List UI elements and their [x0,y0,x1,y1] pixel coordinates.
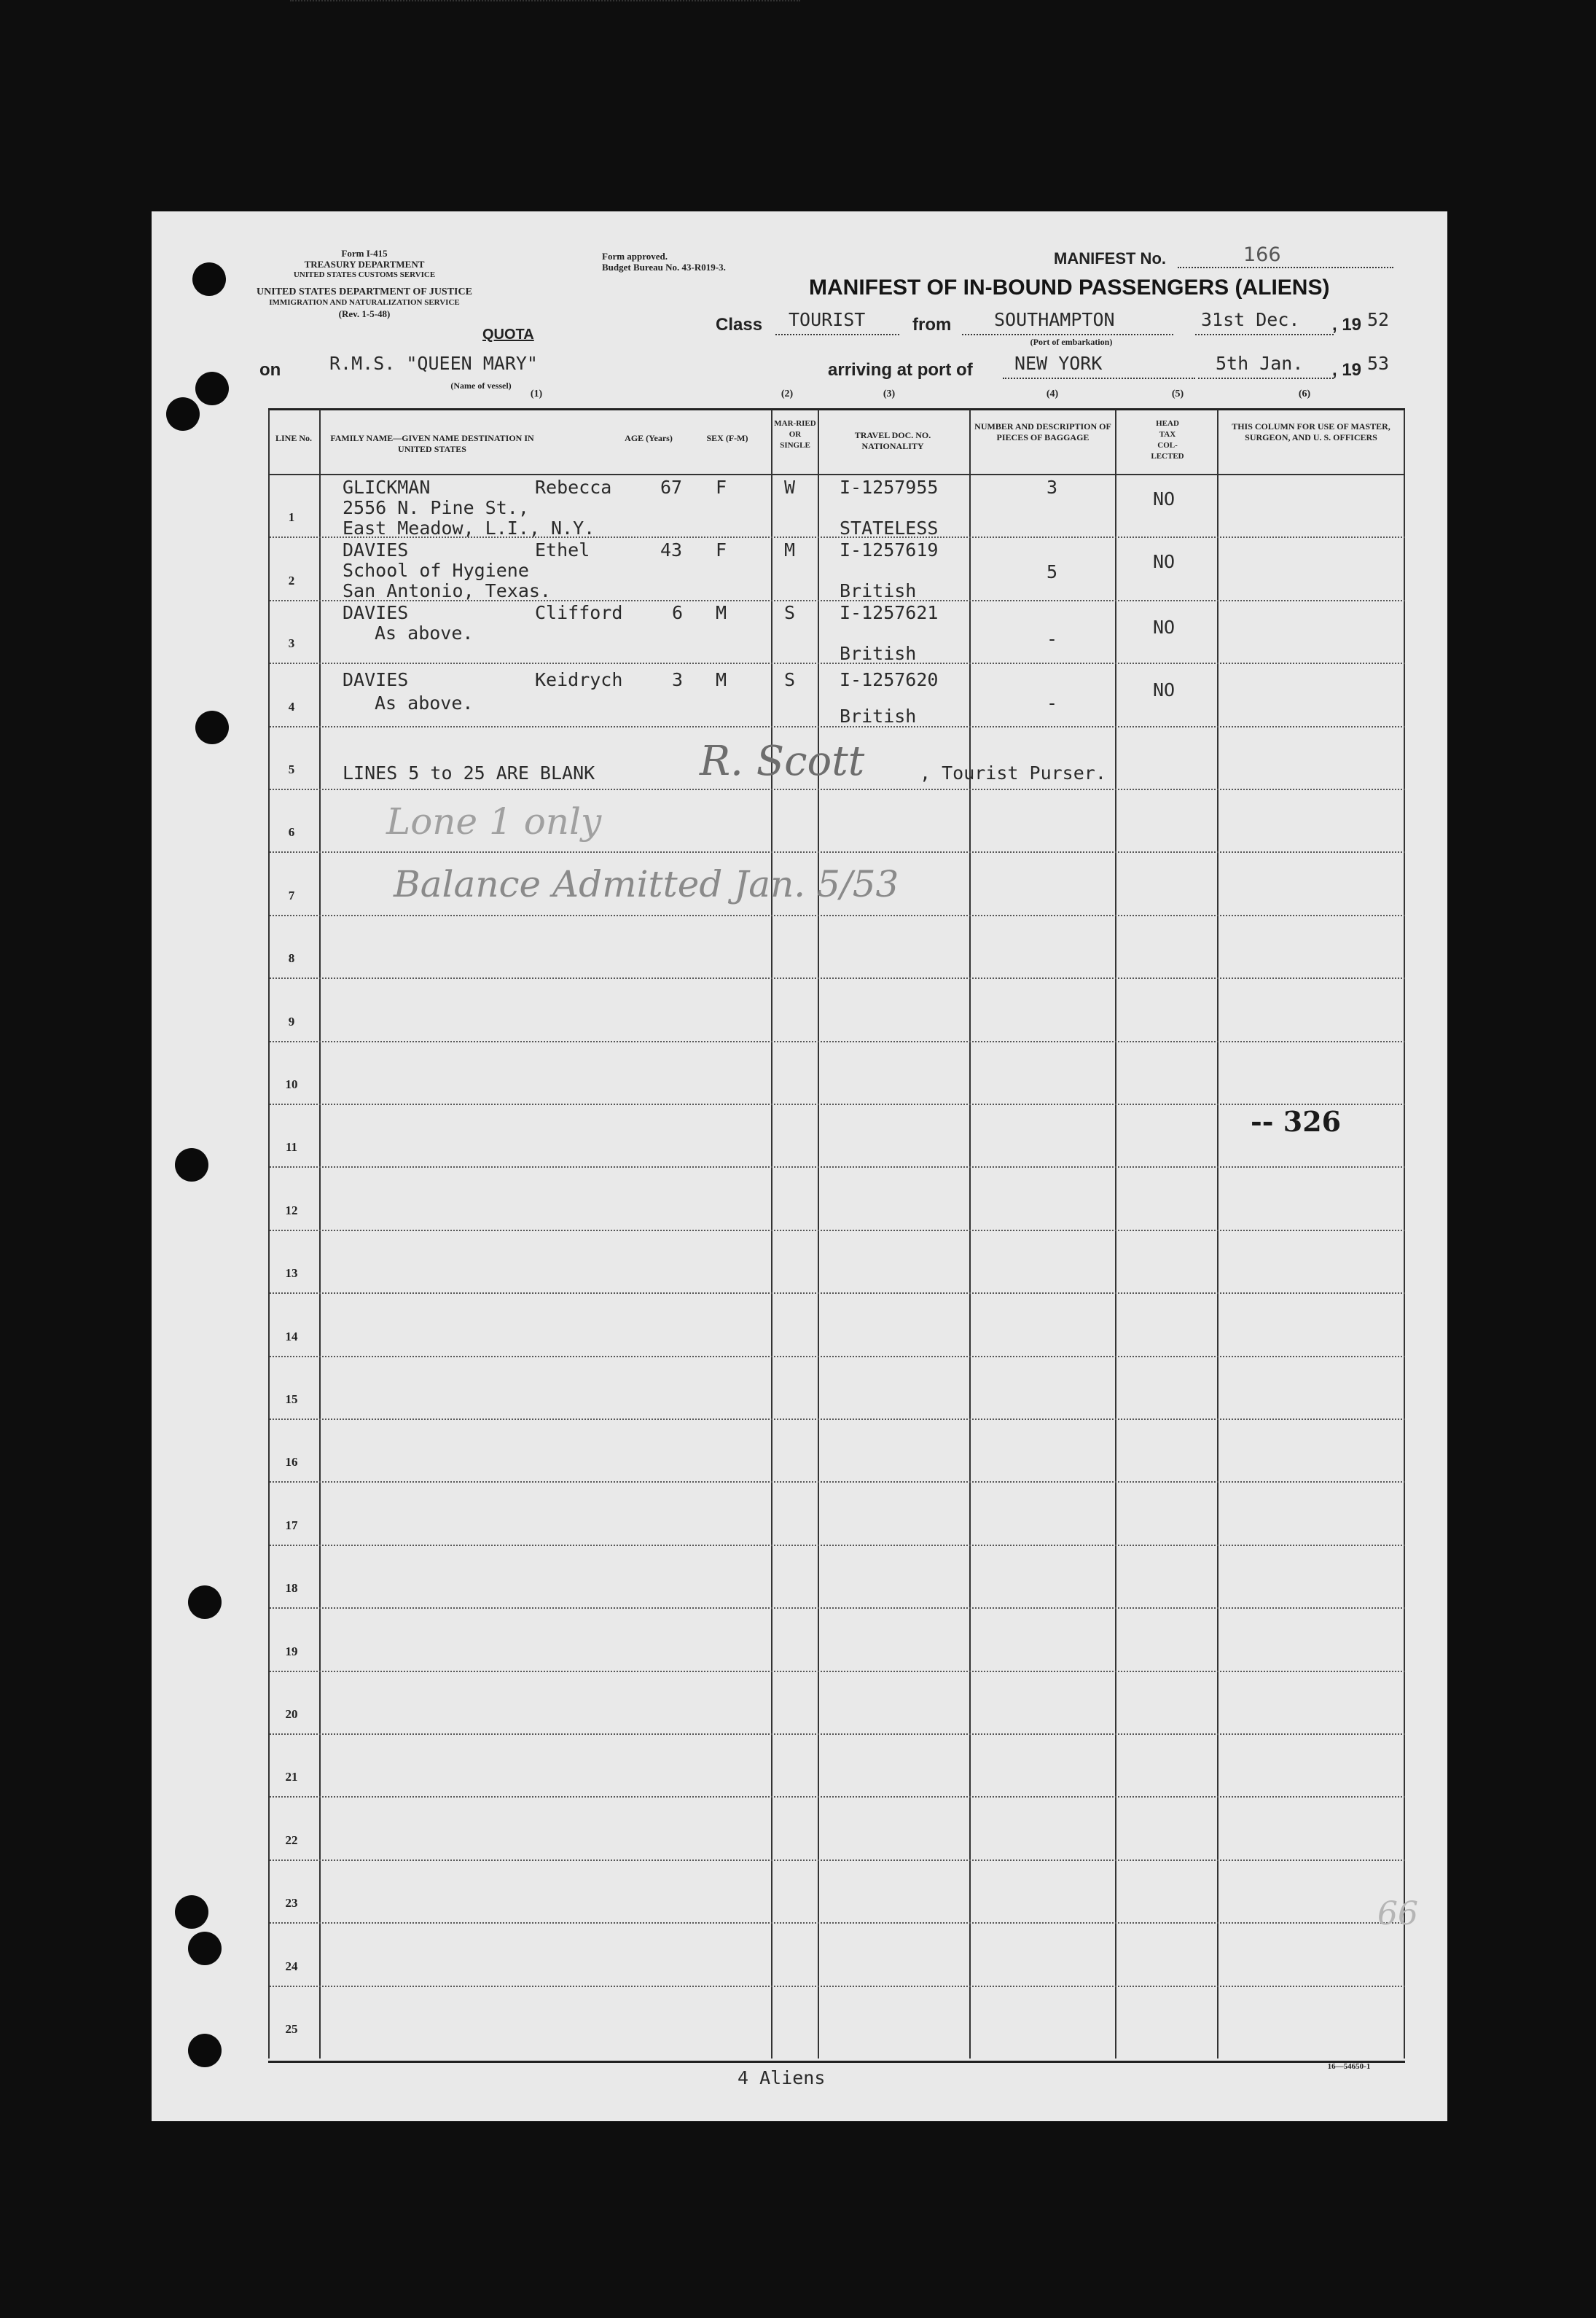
row-rule [270,1545,1405,1546]
line-number: 24 [285,1959,298,1973]
handwritten-admission-note: Balance Admitted Jan. 5/53 [394,863,899,905]
arrival-year: 53 [1367,353,1390,374]
column-number: (2) [781,389,794,399]
passenger-given-name: Rebecca [535,477,612,498]
arrival-year-prefix: , 19 [1332,360,1362,380]
passenger-family-name: GLICKMAN [343,477,431,498]
line-number: 14 [285,1329,298,1343]
purser-signature: R. Scott [700,738,865,785]
line-number: 19 [285,1644,298,1658]
from-label: from [912,315,952,335]
passenger-travel-doc: I-1257621 [840,602,939,623]
header-baggage: NUMBER AND DESCRIPTION OF PIECES OF BAGGAGE [974,421,1111,442]
row-rule [270,1607,1405,1609]
row-rule [270,1041,1405,1042]
punch-hole [188,2034,222,2067]
purser-title: , Tourist Purser. [920,762,1106,784]
passenger-family-name: DAVIES [343,602,409,623]
line-number: 1 [288,510,295,525]
passenger-family-name: DAVIES [343,539,409,561]
line-number: 6 [288,825,295,840]
manifest-number: 166 [1243,243,1281,266]
row-rule [270,1356,1405,1357]
line-number: 4 [288,699,295,714]
passenger-travel-doc: I-1257620 [840,669,939,690]
class-value: TOURIST [789,309,866,330]
passenger-baggage: 5 [1047,561,1058,582]
header-line-no: LINE No. [275,433,312,443]
on-label: on [259,360,281,380]
passenger-head-tax: NO [1153,488,1176,510]
passenger-baggage: - [1047,692,1058,714]
form-number: Form I-415 [341,248,388,259]
manifest-number-label: MANIFEST No. [1054,249,1166,268]
passenger-head-tax: NO [1153,679,1176,701]
quota-label: QUOTA [482,327,534,343]
row-rule [270,1104,1405,1105]
header-sex: SEX (F-M) [706,433,748,443]
punch-hole [188,1932,222,1965]
passenger-baggage: 3 [1047,477,1058,498]
vessel-caption: (Name of vessel) [450,381,512,391]
row-rule [270,915,1405,916]
arrival-date: 5th Jan. [1216,353,1304,374]
header-head-tax: HEAD TAX COL-LECTED [1151,419,1184,461]
line-number: 12 [285,1203,298,1217]
line-number: 11 [285,1140,298,1155]
passenger-sex: F [716,477,727,498]
form-approved: Form approved. [602,251,668,262]
row-rule [270,1796,1405,1798]
row-rule [270,1481,1405,1483]
passenger-destination: As above. [375,623,474,644]
column-divider [1115,410,1116,2059]
line-number: 15 [285,1392,298,1406]
row-rule [270,1418,1405,1420]
line-number: 3 [288,636,295,651]
punch-hole [195,711,229,744]
aliens-total: 4 Aliens [738,2067,826,2088]
passenger-destination: 2556 N. Pine St., [343,497,529,518]
immigration-service: IMMIGRATION AND NATURALIZATION SERVICE [269,298,460,307]
manifest-title: MANIFEST OF IN-BOUND PASSENGERS (ALIENS) [809,276,1330,300]
passenger-travel-doc: I-1257619 [840,539,939,561]
passenger-sex: M [716,669,727,690]
passenger-travel-doc: I-1257955 [840,477,939,498]
punch-hole [166,397,200,431]
line-number: 21 [285,1770,298,1784]
passenger-given-name: Clifford [535,602,623,623]
line-number: 13 [285,1266,298,1281]
passenger-given-name: Ethel [535,539,590,561]
passenger-destination: School of Hygiene [343,560,529,581]
passenger-age: 67 [660,477,683,498]
passenger-head-tax: NO [1153,551,1176,572]
header-rule [268,474,1405,475]
arriving-label: arriving at port of [828,360,973,380]
column-divider [818,410,819,2059]
punch-hole [188,1585,222,1619]
passenger-marital: M [784,539,796,561]
line-number: 18 [285,1581,298,1596]
approval-block [602,251,806,273]
row-rule [270,977,1405,979]
passenger-sex: F [716,539,727,561]
column-divider [268,410,270,2059]
row-rule [270,1230,1405,1231]
passenger-marital: S [784,602,796,623]
column-number: (5) [1171,389,1184,399]
punch-hole [175,1895,208,1929]
port-caption: (Port of embarkation) [1030,337,1113,347]
embarkation-port: SOUTHAMPTON [994,309,1115,330]
column-number: (3) [883,389,896,399]
line-number: 20 [285,1707,298,1721]
column-number: (6) [1298,389,1311,399]
customs-service: UNITED STATES CUSTOMS SERVICE [293,270,436,279]
column-divider [771,410,772,2059]
passenger-nationality: STATELESS [840,518,939,539]
passenger-given-name: Keidrych [535,669,623,690]
passenger-age: 43 [660,539,683,561]
line-number: 5 [288,762,295,776]
header-age: AGE (Years) [625,433,673,443]
blank-lines-note: LINES 5 to 25 ARE BLANK [343,762,595,784]
passenger-destination: East Meadow, L.I., N.Y. [343,518,595,539]
line-number: 2 [288,573,295,588]
departure-year: 52 [1367,309,1390,330]
department-of-justice: UNITED STATES DEPARTMENT OF JUSTICE [257,286,472,297]
arrival-port: NEW YORK [1014,353,1103,374]
passenger-age: 3 [672,669,684,690]
departure-date: 31st Dec. [1201,309,1300,330]
handwritten-note: Lone 1 only [386,800,602,843]
row-rule [270,1292,1405,1294]
line-number: 17 [285,1518,298,1532]
header-name-destination: FAMILY NAME—GIVEN NAME DESTINATION IN UNITED STATES [330,433,534,454]
line-number: 7 [288,888,295,902]
passenger-family-name: DAVIES [343,669,409,690]
line-number: 25 [285,2022,298,2036]
passenger-destination: San Antonio, Texas. [343,580,551,601]
row-rule [270,1860,1405,1861]
passenger-nationality: British [840,643,917,664]
row-rule [270,1733,1405,1735]
column-divider [319,410,321,2059]
margin-mark: 66 [1377,1895,1418,1932]
line-number: 9 [288,1014,295,1029]
column-divider [969,410,971,2059]
row-rule [270,1986,1405,1987]
line-number: 22 [285,1833,298,1847]
agency-block [248,248,481,319]
passenger-nationality: British [840,706,917,727]
column-divider [1404,410,1405,2059]
revision: (Rev. 1-5-48) [338,308,391,319]
row-rule [270,1922,1405,1924]
passenger-marital: W [784,477,796,498]
form-code: 16—54650-1 [1327,2062,1371,2071]
column-number: (4) [1046,389,1059,399]
punch-hole [175,1148,208,1182]
passenger-age: 6 [672,602,684,623]
row-rule [270,789,1405,790]
row-rule [270,663,1405,664]
passenger-marital: S [784,669,796,690]
column-number: (1) [530,389,543,399]
line-number: 23 [285,1896,298,1911]
line-number: 8 [288,951,295,966]
row-rule [270,1671,1405,1672]
row-rule [270,1166,1405,1168]
passenger-destination: As above. [375,692,474,714]
column-divider [1217,410,1218,2059]
row-rule [270,726,1405,727]
passenger-baggage: - [1047,628,1058,649]
punch-hole [192,262,226,296]
header-officers: THIS COLUMN FOR USE OF MASTER, SURGEON, AND U. S. OFFICERS [1232,421,1390,442]
punch-hole [195,372,229,405]
vessel-name: R.M.S. "QUEEN MARY" [329,353,538,374]
departure-year-prefix: , 19 [1332,315,1362,335]
treasury-department: TREASURY DEPARTMENT [304,259,425,270]
row-rule [270,851,1405,853]
line-number: 16 [285,1455,298,1470]
passenger-sex: M [716,602,727,623]
header-married: MAR-RIED OR SINGLE [774,419,816,450]
officer-number: -- 326 [1251,1105,1342,1138]
table-frame [268,408,1405,2063]
passenger-nationality: British [840,580,917,601]
header-travel-doc: TRAVEL DOC. NO. NATIONALITY [854,430,931,451]
passenger-head-tax: NO [1153,617,1176,638]
class-label: Class [716,315,763,335]
line-number: 10 [285,1077,298,1091]
budget-bureau: Budget Bureau No. 43-R019-3. [602,262,726,273]
